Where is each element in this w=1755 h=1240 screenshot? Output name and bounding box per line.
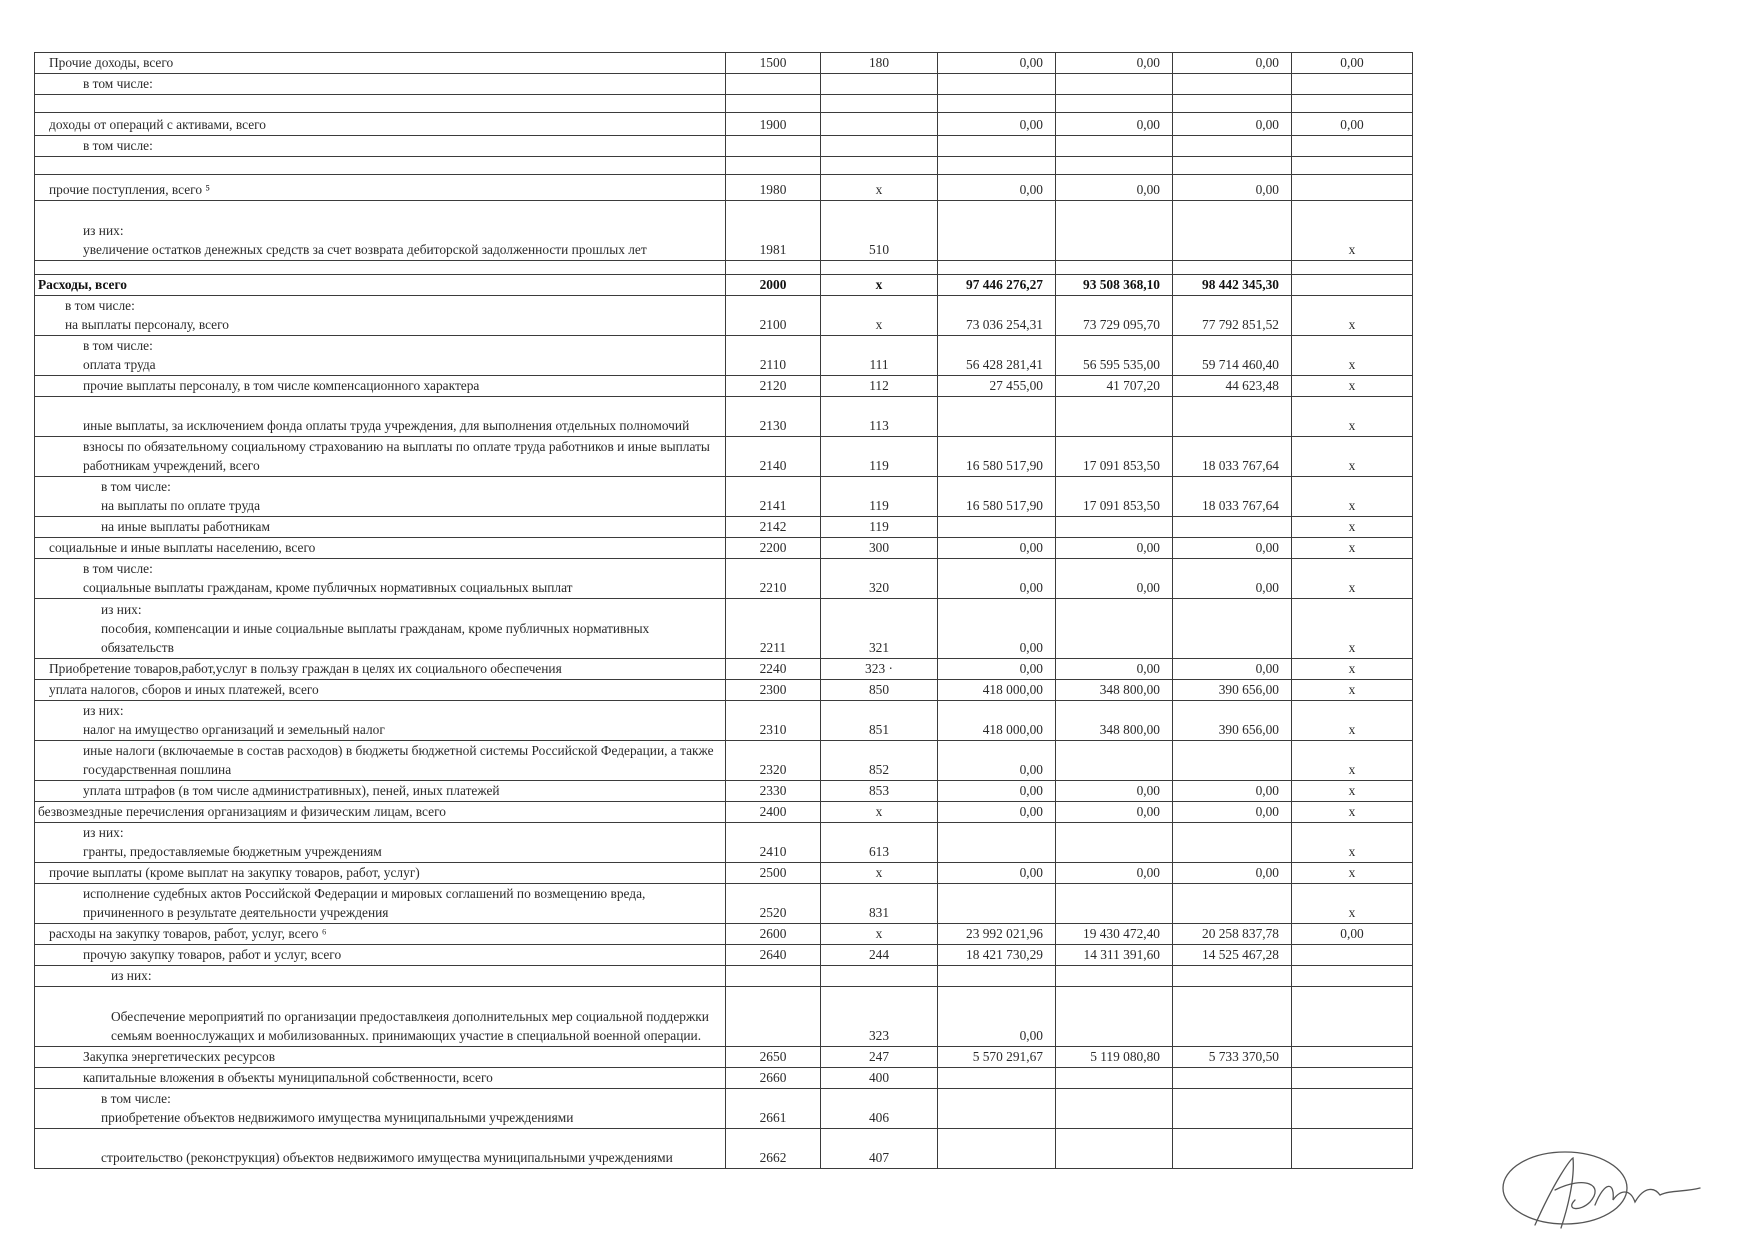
row-name-cell: взносы по обязательному социальному страхованию на выплаты по оплате труда работников и иные выплаты работникам учреждений, всего — [35, 437, 726, 477]
row-code-cell — [726, 987, 821, 1047]
row-value-year1-cell: 18 421 730,29 — [938, 945, 1056, 966]
row-value-year3-cell: 44 623,48 — [1173, 376, 1292, 397]
row-kosgu-cell: 323 — [821, 987, 938, 1047]
row-value-year1-cell — [938, 517, 1056, 538]
row-value-other-cell: x — [1292, 336, 1413, 376]
row-value-year1-cell: 5 570 291,67 — [938, 1047, 1056, 1068]
row-code-cell: 2520 — [726, 884, 821, 924]
table-row — [35, 437, 1413, 477]
row-value-year1-cell: 0,00 — [938, 863, 1056, 884]
row-value-year1-cell — [938, 1129, 1056, 1169]
row-name-cell — [35, 261, 726, 275]
row-name-cell: на иные выплаты работникам — [35, 517, 726, 538]
row-name-cell: Расходы, всего — [35, 275, 726, 296]
row-value-year2-cell: 17 091 853,50 — [1056, 437, 1173, 477]
row-code-cell: 2400 — [726, 802, 821, 823]
row-kosgu-cell: 613 — [821, 823, 938, 863]
row-kosgu-cell: 321 — [821, 599, 938, 659]
row-value-year2-cell: 17 091 853,50 — [1056, 477, 1173, 517]
row-value-year2-cell — [1056, 157, 1173, 175]
row-value-year2-cell: 19 430 472,40 — [1056, 924, 1173, 945]
row-value-other-cell: x — [1292, 538, 1413, 559]
table-row — [35, 1129, 1413, 1169]
row-value-year3-cell: 0,00 — [1173, 559, 1292, 599]
row-value-year3-cell: 18 033 767,64 — [1173, 437, 1292, 477]
row-name-cell: в том числе: оплата труда — [35, 336, 726, 376]
row-name-cell: из них: увеличение остатков денежных средств за счет возврата дебиторской задолженности прошлых лет — [35, 201, 726, 261]
row-kosgu-cell: 111 — [821, 336, 938, 376]
row-kosgu-cell — [821, 74, 938, 95]
row-value-year2-cell: 14 311 391,60 — [1056, 945, 1173, 966]
table-row — [35, 477, 1413, 517]
row-value-other-cell — [1292, 945, 1413, 966]
row-value-other-cell: x — [1292, 781, 1413, 802]
row-value-other-cell: x — [1292, 201, 1413, 261]
row-kosgu-cell: x — [821, 175, 938, 201]
row-code-cell — [726, 74, 821, 95]
row-value-other-cell — [1292, 1089, 1413, 1129]
table-row — [35, 175, 1413, 201]
table-row — [35, 397, 1413, 437]
row-value-year3-cell — [1173, 741, 1292, 781]
row-kosgu-cell: x — [821, 296, 938, 336]
row-value-year1-cell: 0,00 — [938, 802, 1056, 823]
table-row — [35, 741, 1413, 781]
row-name-cell: в том числе: — [35, 74, 726, 95]
row-value-year1-cell — [938, 95, 1056, 113]
row-value-year3-cell — [1173, 884, 1292, 924]
row-kosgu-cell: 119 — [821, 517, 938, 538]
row-value-other-cell — [1292, 95, 1413, 113]
row-kosgu-cell: x — [821, 802, 938, 823]
row-value-other-cell: 0,00 — [1292, 53, 1413, 74]
row-code-cell: 2211 — [726, 599, 821, 659]
table-row — [35, 1068, 1413, 1089]
row-name-cell: безвозмездные перечисления организациям и физическим лицам, всего — [35, 802, 726, 823]
row-name-cell: Обеспечение мероприятий по организации предоставлкеия дополнительных мер социальной поддержки семьям военнослужащих и мобилизованных. принимающих участие в специальной военной операции. — [35, 987, 726, 1047]
row-value-other-cell: x — [1292, 659, 1413, 680]
row-kosgu-cell: 300 — [821, 538, 938, 559]
row-name-cell: иные налоги (включаемые в состав расходов) в бюджеты бюджетной системы Российской Федерации, а также государственная пошлина — [35, 741, 726, 781]
row-value-year3-cell: 390 656,00 — [1173, 701, 1292, 741]
table-row — [35, 659, 1413, 680]
row-value-other-cell — [1292, 261, 1413, 275]
row-code-cell: 2110 — [726, 336, 821, 376]
row-value-year3-cell: 18 033 767,64 — [1173, 477, 1292, 517]
row-value-other-cell: x — [1292, 477, 1413, 517]
row-code-cell: 2650 — [726, 1047, 821, 1068]
table-body — [35, 53, 1413, 1169]
table-row — [35, 261, 1413, 275]
row-kosgu-cell: 112 — [821, 376, 938, 397]
table-row — [35, 924, 1413, 945]
row-code-cell: 1981 — [726, 201, 821, 261]
table-row — [35, 538, 1413, 559]
table-row — [35, 1089, 1413, 1129]
row-code-cell: 2120 — [726, 376, 821, 397]
row-name-cell: капитальные вложения в объекты муниципальной собственности, всего — [35, 1068, 726, 1089]
table-row — [35, 863, 1413, 884]
row-code-cell — [726, 157, 821, 175]
row-value-year3-cell — [1173, 1129, 1292, 1169]
row-name-cell: в том числе: приобретение объектов недвижимого имущества муниципальными учреждениями — [35, 1089, 726, 1129]
row-value-year2-cell: 41 707,20 — [1056, 376, 1173, 397]
table-row — [35, 802, 1413, 823]
row-code-cell: 2410 — [726, 823, 821, 863]
row-value-year3-cell — [1173, 1068, 1292, 1089]
row-code-cell: 1900 — [726, 113, 821, 136]
row-code-cell: 2140 — [726, 437, 821, 477]
table-row — [35, 136, 1413, 157]
budget-expenses-table — [34, 52, 1413, 1169]
row-value-year2-cell — [1056, 136, 1173, 157]
table-row — [35, 53, 1413, 74]
row-value-year1-cell: 0,00 — [938, 987, 1056, 1047]
row-value-year1-cell — [938, 157, 1056, 175]
row-value-other-cell — [1292, 74, 1413, 95]
row-value-year2-cell — [1056, 261, 1173, 275]
table-row — [35, 599, 1413, 659]
row-value-year2-cell: 348 800,00 — [1056, 701, 1173, 741]
row-name-cell: иные выплаты, за исключением фонда оплаты труда учреждения, для выполнения отдельных полномочий — [35, 397, 726, 437]
row-code-cell: 2640 — [726, 945, 821, 966]
row-value-year1-cell — [938, 201, 1056, 261]
row-value-year2-cell: 0,00 — [1056, 175, 1173, 201]
row-code-cell: 2141 — [726, 477, 821, 517]
table-row — [35, 376, 1413, 397]
row-name-cell: прочую закупку товаров, работ и услуг, всего — [35, 945, 726, 966]
row-value-year1-cell — [938, 397, 1056, 437]
row-value-other-cell — [1292, 275, 1413, 296]
row-name-cell: расходы на закупку товаров, работ, услуг, всего ⁶ — [35, 924, 726, 945]
row-value-year3-cell — [1173, 987, 1292, 1047]
row-value-other-cell: x — [1292, 296, 1413, 336]
row-kosgu-cell: 119 — [821, 477, 938, 517]
row-code-cell: 2320 — [726, 741, 821, 781]
row-name-cell: из них: гранты, предоставляемые бюджетным учреждениям — [35, 823, 726, 863]
row-kosgu-cell: 853 — [821, 781, 938, 802]
row-kosgu-cell — [821, 261, 938, 275]
row-kosgu-cell: 510 — [821, 201, 938, 261]
row-value-year3-cell — [1173, 966, 1292, 987]
row-code-cell: 2200 — [726, 538, 821, 559]
row-value-year1-cell: 16 580 517,90 — [938, 437, 1056, 477]
row-kosgu-cell: 113 — [821, 397, 938, 437]
row-value-year2-cell — [1056, 517, 1173, 538]
row-name-cell: исполнение судебных актов Российской Федерации и мировых соглашений по возмещению вреда, причиненного в результате деятельности учреждения — [35, 884, 726, 924]
row-code-cell: 2000 — [726, 275, 821, 296]
row-code-cell: 2500 — [726, 863, 821, 884]
row-value-year2-cell — [1056, 397, 1173, 437]
row-value-year1-cell — [938, 136, 1056, 157]
row-value-year1-cell: 0,00 — [938, 113, 1056, 136]
row-value-year2-cell — [1056, 987, 1173, 1047]
row-value-year2-cell: 73 729 095,70 — [1056, 296, 1173, 336]
row-value-year1-cell: 418 000,00 — [938, 680, 1056, 701]
row-value-year3-cell: 59 714 460,40 — [1173, 336, 1292, 376]
table-row — [35, 95, 1413, 113]
row-value-year1-cell: 56 428 281,41 — [938, 336, 1056, 376]
row-value-year3-cell: 0,00 — [1173, 175, 1292, 201]
row-kosgu-cell: 850 — [821, 680, 938, 701]
table-row — [35, 201, 1413, 261]
row-kosgu-cell: 406 — [821, 1089, 938, 1129]
row-value-other-cell: x — [1292, 397, 1413, 437]
row-kosgu-cell: 407 — [821, 1129, 938, 1169]
row-code-cell — [726, 966, 821, 987]
row-value-other-cell: x — [1292, 680, 1413, 701]
row-code-cell: 2662 — [726, 1129, 821, 1169]
row-value-year1-cell — [938, 823, 1056, 863]
row-value-other-cell: x — [1292, 599, 1413, 659]
row-kosgu-cell: 851 — [821, 701, 938, 741]
row-value-other-cell: x — [1292, 376, 1413, 397]
row-value-other-cell — [1292, 157, 1413, 175]
row-name-cell — [35, 157, 726, 175]
row-value-year2-cell: 348 800,00 — [1056, 680, 1173, 701]
row-value-year2-cell: 0,00 — [1056, 113, 1173, 136]
row-value-other-cell: x — [1292, 802, 1413, 823]
row-kosgu-cell: 320 — [821, 559, 938, 599]
row-value-other-cell: x — [1292, 863, 1413, 884]
row-code-cell: 2130 — [726, 397, 821, 437]
row-value-other-cell: x — [1292, 701, 1413, 741]
row-value-year3-cell: 0,00 — [1173, 863, 1292, 884]
row-value-year2-cell — [1056, 884, 1173, 924]
row-name-cell — [35, 95, 726, 113]
row-value-year3-cell: 20 258 837,78 — [1173, 924, 1292, 945]
row-value-year3-cell: 0,00 — [1173, 659, 1292, 680]
row-value-year2-cell: 0,00 — [1056, 863, 1173, 884]
row-value-year3-cell: 98 442 345,30 — [1173, 275, 1292, 296]
row-value-year2-cell: 0,00 — [1056, 802, 1173, 823]
row-value-year2-cell: 5 119 080,80 — [1056, 1047, 1173, 1068]
row-value-year3-cell: 0,00 — [1173, 53, 1292, 74]
table-row — [35, 296, 1413, 336]
handwritten-signature — [1495, 1140, 1705, 1240]
table-row — [35, 517, 1413, 538]
row-value-year2-cell: 0,00 — [1056, 53, 1173, 74]
row-name-cell: социальные и иные выплаты населению, всего — [35, 538, 726, 559]
row-value-year2-cell: 0,00 — [1056, 538, 1173, 559]
row-code-cell — [726, 261, 821, 275]
row-value-year3-cell: 0,00 — [1173, 113, 1292, 136]
row-value-year3-cell: 5 733 370,50 — [1173, 1047, 1292, 1068]
row-kosgu-cell: 831 — [821, 884, 938, 924]
row-name-cell: из них: — [35, 966, 726, 987]
row-value-year2-cell: 0,00 — [1056, 559, 1173, 599]
table-row — [35, 966, 1413, 987]
row-name-cell: уплата штрафов (в том числе административных), пеней, иных платежей — [35, 781, 726, 802]
row-code-cell: 2600 — [726, 924, 821, 945]
table-row — [35, 987, 1413, 1047]
row-value-year2-cell: 0,00 — [1056, 659, 1173, 680]
table-row — [35, 945, 1413, 966]
row-value-year1-cell: 23 992 021,96 — [938, 924, 1056, 945]
row-value-year3-cell — [1173, 95, 1292, 113]
row-kosgu-cell: 852 — [821, 741, 938, 781]
row-code-cell: 2310 — [726, 701, 821, 741]
row-kosgu-cell — [821, 95, 938, 113]
row-name-cell: из них: пособия, компенсации и иные социальные выплаты гражданам, кроме публичных нормативных обязательств — [35, 599, 726, 659]
row-value-year2-cell: 0,00 — [1056, 781, 1173, 802]
row-name-cell: прочие выплаты персоналу, в том числе компенсационного характера — [35, 376, 726, 397]
row-value-year1-cell: 0,00 — [938, 781, 1056, 802]
row-code-cell — [726, 95, 821, 113]
row-value-year1-cell: 0,00 — [938, 559, 1056, 599]
table-row — [35, 1047, 1413, 1068]
row-kosgu-cell: 400 — [821, 1068, 938, 1089]
table-row — [35, 559, 1413, 599]
row-kosgu-cell: 247 — [821, 1047, 938, 1068]
row-value-year1-cell — [938, 74, 1056, 95]
row-kosgu-cell: 180 — [821, 53, 938, 74]
row-value-year2-cell — [1056, 201, 1173, 261]
row-kosgu-cell — [821, 157, 938, 175]
row-value-year1-cell: 418 000,00 — [938, 701, 1056, 741]
row-name-cell: прочие поступления, всего ⁵ — [35, 175, 726, 201]
row-value-other-cell: x — [1292, 437, 1413, 477]
row-name-cell: Прочие доходы, всего — [35, 53, 726, 74]
row-value-year1-cell: 97 446 276,27 — [938, 275, 1056, 296]
row-value-year2-cell: 93 508 368,10 — [1056, 275, 1173, 296]
row-kosgu-cell: x — [821, 863, 938, 884]
row-code-cell: 1500 — [726, 53, 821, 74]
row-code-cell: 1980 — [726, 175, 821, 201]
table-row — [35, 701, 1413, 741]
row-kosgu-cell: 323 · — [821, 659, 938, 680]
row-value-year3-cell: 0,00 — [1173, 781, 1292, 802]
row-name-cell: в том числе: социальные выплаты гражданам, кроме публичных нормативных социальных выплат — [35, 559, 726, 599]
row-code-cell: 2660 — [726, 1068, 821, 1089]
row-value-year1-cell: 0,00 — [938, 538, 1056, 559]
row-value-year1-cell: 0,00 — [938, 53, 1056, 74]
row-name-cell: уплата налогов, сборов и иных платежей, всего — [35, 680, 726, 701]
table-row — [35, 74, 1413, 95]
row-code-cell: 2330 — [726, 781, 821, 802]
row-value-other-cell: x — [1292, 517, 1413, 538]
row-value-other-cell: x — [1292, 741, 1413, 781]
row-value-year3-cell — [1173, 201, 1292, 261]
row-name-cell: доходы от операций с активами, всего — [35, 113, 726, 136]
row-value-year1-cell — [938, 884, 1056, 924]
row-value-year2-cell: 56 595 535,00 — [1056, 336, 1173, 376]
row-value-year1-cell: 0,00 — [938, 599, 1056, 659]
row-value-year3-cell: 77 792 851,52 — [1173, 296, 1292, 336]
table-row — [35, 336, 1413, 376]
row-value-year3-cell — [1173, 397, 1292, 437]
row-kosgu-cell: x — [821, 924, 938, 945]
row-code-cell: 2100 — [726, 296, 821, 336]
row-value-year1-cell: 73 036 254,31 — [938, 296, 1056, 336]
table-row — [35, 884, 1413, 924]
row-value-other-cell: x — [1292, 823, 1413, 863]
row-value-year1-cell — [938, 1089, 1056, 1129]
row-value-year3-cell — [1173, 517, 1292, 538]
row-value-year1-cell: 0,00 — [938, 175, 1056, 201]
row-name-cell: в том числе: — [35, 136, 726, 157]
row-value-other-cell — [1292, 966, 1413, 987]
row-value-other-cell — [1292, 987, 1413, 1047]
row-value-year3-cell: 14 525 467,28 — [1173, 945, 1292, 966]
row-value-other-cell — [1292, 175, 1413, 201]
row-value-year2-cell — [1056, 95, 1173, 113]
row-value-year1-cell — [938, 261, 1056, 275]
row-name-cell: в том числе: на выплаты по оплате труда — [35, 477, 726, 517]
table-row — [35, 680, 1413, 701]
row-code-cell — [726, 136, 821, 157]
row-value-year3-cell: 0,00 — [1173, 802, 1292, 823]
row-value-year3-cell — [1173, 157, 1292, 175]
row-value-other-cell — [1292, 1068, 1413, 1089]
row-value-year2-cell — [1056, 1129, 1173, 1169]
row-value-year3-cell — [1173, 74, 1292, 95]
row-value-year2-cell — [1056, 741, 1173, 781]
row-name-cell: из них: налог на имущество организаций и земельный налог — [35, 701, 726, 741]
row-value-year3-cell — [1173, 261, 1292, 275]
row-value-year3-cell — [1173, 136, 1292, 157]
table-row — [35, 823, 1413, 863]
row-value-other-cell — [1292, 136, 1413, 157]
row-kosgu-cell: 244 — [821, 945, 938, 966]
row-kosgu-cell — [821, 966, 938, 987]
row-value-year1-cell: 0,00 — [938, 741, 1056, 781]
row-name-cell: Закупка энергетических ресурсов — [35, 1047, 726, 1068]
row-code-cell: 2661 — [726, 1089, 821, 1129]
row-value-year3-cell: 0,00 — [1173, 538, 1292, 559]
row-value-year2-cell — [1056, 1089, 1173, 1129]
row-value-other-cell: x — [1292, 884, 1413, 924]
row-value-year3-cell: 390 656,00 — [1173, 680, 1292, 701]
row-name-cell: прочие выплаты (кроме выплат на закупку товаров, работ, услуг) — [35, 863, 726, 884]
row-value-year3-cell — [1173, 599, 1292, 659]
table-row — [35, 781, 1413, 802]
row-kosgu-cell: x — [821, 275, 938, 296]
row-value-year1-cell — [938, 966, 1056, 987]
table-row — [35, 157, 1413, 175]
row-value-year3-cell — [1173, 1089, 1292, 1129]
row-value-other-cell — [1292, 1047, 1413, 1068]
row-value-other-cell — [1292, 1129, 1413, 1169]
row-value-year2-cell — [1056, 966, 1173, 987]
row-value-year3-cell — [1173, 823, 1292, 863]
row-kosgu-cell: 119 — [821, 437, 938, 477]
row-name-cell: в том числе: на выплаты персоналу, всего — [35, 296, 726, 336]
row-kosgu-cell — [821, 136, 938, 157]
table-row — [35, 113, 1413, 136]
row-value-other-cell: 0,00 — [1292, 113, 1413, 136]
row-code-cell: 2240 — [726, 659, 821, 680]
row-name-cell: строительство (реконструкция) объектов недвижимого имущества муниципальными учреждениями — [35, 1129, 726, 1169]
row-value-other-cell: x — [1292, 559, 1413, 599]
row-value-year1-cell — [938, 1068, 1056, 1089]
row-code-cell: 2300 — [726, 680, 821, 701]
row-value-year1-cell: 0,00 — [938, 659, 1056, 680]
row-code-cell: 2210 — [726, 559, 821, 599]
table-row — [35, 275, 1413, 296]
row-value-year2-cell — [1056, 823, 1173, 863]
row-value-year1-cell: 16 580 517,90 — [938, 477, 1056, 517]
row-value-year1-cell: 27 455,00 — [938, 376, 1056, 397]
row-value-year2-cell — [1056, 1068, 1173, 1089]
row-code-cell: 2142 — [726, 517, 821, 538]
row-name-cell: Приобретение товаров,работ,услуг в пользу граждан в целях их социального обеспечения — [35, 659, 726, 680]
row-value-year2-cell — [1056, 74, 1173, 95]
row-kosgu-cell — [821, 113, 938, 136]
row-value-year2-cell — [1056, 599, 1173, 659]
row-value-other-cell: 0,00 — [1292, 924, 1413, 945]
